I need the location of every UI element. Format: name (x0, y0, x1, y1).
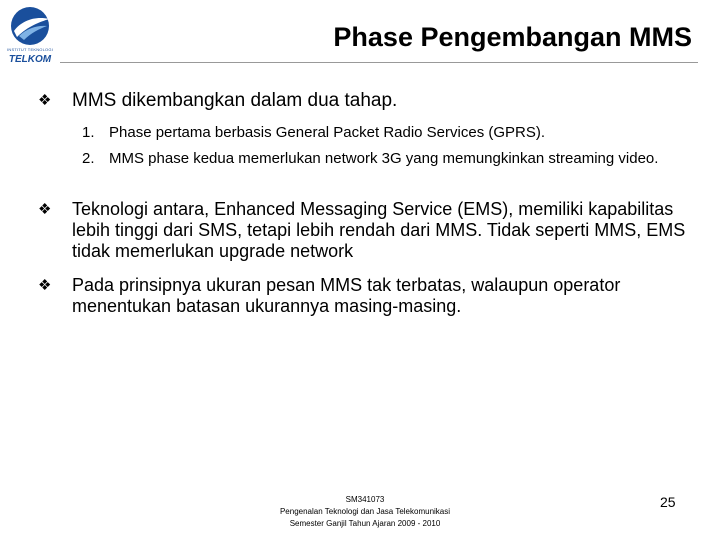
diamond-bullet-icon: ❖ (38, 201, 52, 218)
logo-name: TELKOM (8, 54, 52, 65)
page-number: 25 (660, 494, 676, 510)
telkom-globe-icon (2, 4, 58, 48)
bullet-text: MMS dikembangkan dalam dua tahap. (72, 90, 398, 111)
diamond-bullet-icon: ❖ (38, 277, 52, 294)
bullet-text: Pada prinsipnya ukuran pesan MMS tak terbatas, walaupun operator menentukan batasan ukurannya masing-masing. (72, 275, 621, 316)
item-text: Phase pertama berbasis General Packet Radio Services (GPRS). (109, 124, 546, 141)
slide-footer (220, 494, 510, 530)
slide-title: Phase Pengembangan MMS (333, 22, 692, 52)
title-divider (60, 62, 698, 63)
telkom-logo (2, 4, 58, 66)
diamond-bullet-icon: ❖ (38, 92, 52, 109)
semester-info: Semester Ganjil Tahun Ajaran 2009 - 2010 (289, 519, 441, 528)
course-code: SM341073 (345, 495, 385, 504)
item-number: 2. (82, 150, 95, 167)
bullet-text: Teknologi antara, Enhanced Messaging Service (EMS), memiliki kapabilitas lebih tinggi dari SMS, tetapi lebih rendah dari MMS. Tidak seperti MMS, EMS tidak memerlukan upgrade network (72, 199, 686, 261)
item-text: MMS phase kedua memerlukan network 3G yang memungkinkan streaming video. (109, 150, 659, 167)
logo-subtext: INSTITUT TEKNOLOGI (7, 47, 53, 52)
course-name: Pengenalan Teknologi dan Jasa Telekomunikasi (279, 507, 451, 516)
item-number: 1. (82, 124, 95, 141)
